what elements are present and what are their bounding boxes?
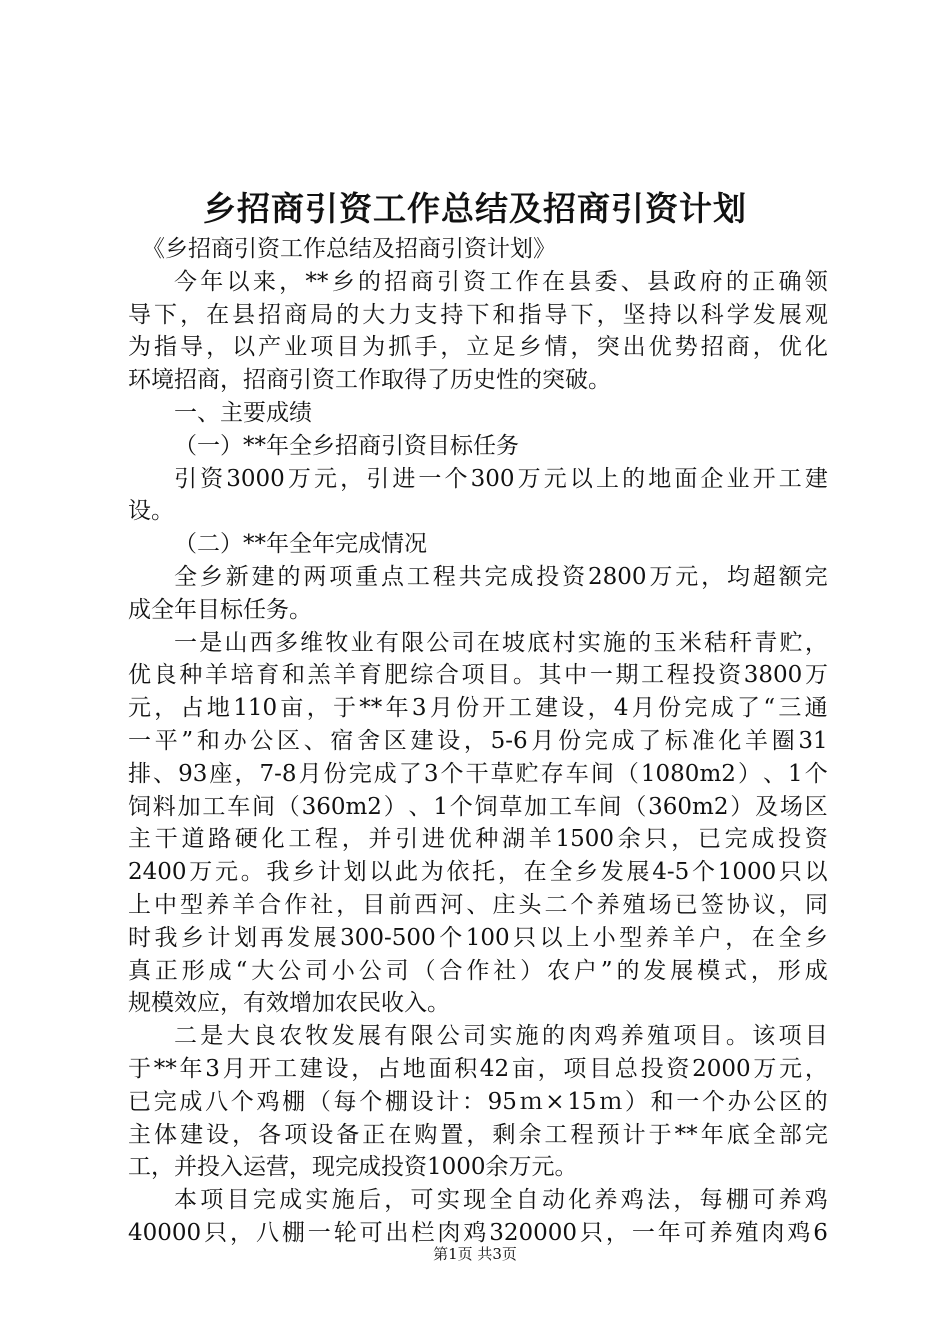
text-line: 排 、 93 座 ， 7-8 月 份 完 成 了 3 个 干 草 贮 存 车 间 （ 1080m2 ） 、 1 个 [128, 760, 828, 787]
text-line: 环境招商，招商引资工作取得了历史性的突破。 [128, 367, 611, 394]
text-line: 主 体 建 设 ， 各 项 设 备 正 在 购 置 ， 剩 余 工 程 预 计 于 ** 年 底 全 部 完 [128, 1121, 828, 1148]
text-line: 于 ** 年 3 月 开 工 建 设 ， 占 地 面 积 42 亩 ， 项 目 总 投 资 2000 万 元 ， [128, 1055, 828, 1082]
text-line: （二）**年全年完成情况 [174, 531, 427, 558]
text-line: 40000 只 ， 八 棚 一 轮 可 出 栏 肉 鸡 320000 只 ， 一 年 可 养 殖 肉 鸡 6 [128, 1219, 828, 1246]
text-line: 时 我 乡 计 划 再 发 展 300-500 个 100 只 以 上 小 型 养 羊 户 ， 在 全 乡 [128, 924, 828, 951]
text-line: 主 干 道 路 硬 化 工 程 ， 并 引 进 优 种 湖 羊 1500 余 只 ， 已 完 成 投 资 [128, 826, 828, 853]
text-line: 为 指 导 ， 以 产 业 项 目 为 抓 手 ， 立 足 乡 情 ， 突 出 优 势 招 商 ， 优 化 [128, 334, 828, 361]
text-line: 规模效应，有效增加农民收入。 [128, 990, 450, 1017]
document-body [128, 233, 828, 1250]
text-line: 引 资 3000 万 元 ， 引 进 一 个 300 万 元 以 上 的 地 面 企 业 开 工 建 [174, 465, 828, 492]
text-line: 一 平 ” 和 办 公 区 、 宿 舍 区 建 设 ， 5-6 月 份 完 成 了 标 准 化 羊 圈 31 [128, 727, 828, 754]
text-line: （一）**年全乡招商引资目标任务 [174, 432, 519, 459]
text-line: 一 是 山 西 多 维 牧 业 有 限 公 司 在 坡 底 村 实 施 的 玉 米 秸 秆 青 贮 ， [174, 629, 828, 656]
text-line: 导 下 ， 在 县 招 商 局 的 大 力 支 持 下 和 指 导 下 ， 坚 持 以 科 学 发 展 观 [128, 301, 828, 328]
page-footer: 第1页 共3页 [433, 1245, 517, 1263]
text-line: 饲 料 加 工 车 间 （ 360m2 ） 、 1 个 饲 草 加 工 车 间 （ 360m2 ） 及 场 区 [128, 793, 828, 820]
text-line: 一、主要成绩 [174, 399, 312, 426]
text-line: 设。 [128, 498, 174, 525]
text-line: 二 是 大 良 农 牧 发 展 有 限 公 司 实 施 的 肉 鸡 养 殖 项 目 。 该 项 目 [174, 1023, 828, 1050]
text-line: 《乡招商引资工作总结及招商引资计划》 [142, 236, 556, 262]
text-line: 优 良 种 羊 培 育 和 羔 羊 育 肥 综 合 项 目 。 其 中 一 期 工 程 投 资 3800 万 [128, 662, 828, 689]
document-title: 乡招商引资工作总结及招商引资计划 [203, 189, 747, 228]
text-line: 上 中 型 养 羊 合 作 社 ， 目 前 西 河 、 庄 头 二 个 养 殖 场 已 签 协 议 ， 同 [128, 891, 828, 918]
text-line: 2400 万 元 。 我 乡 计 划 以 此 为 依 托 ， 在 全 乡 发 展 4-5 个 1000 只 以 [128, 859, 828, 886]
text-line: 成全年目标任务。 [128, 596, 312, 623]
text-line: 今 年 以 来 ， ** 乡 的 招 商 引 资 工 作 在 县 委 、 县 政 府 的 正 确 领 [174, 268, 828, 295]
text-line: 工，并投入运营，现完成投资1000余万元。 [128, 1154, 578, 1181]
text-line: 本 项 目 完 成 实 施 后 ， 可 实 现 全 自 动 化 养 鸡 法 ， 每 棚 可 养 鸡 [174, 1187, 828, 1214]
text-line: 元 ， 占 地 110 亩 ， 于 ** 年 3 月 份 开 工 建 设 ， 4 月 份 完 成 了 “ 三 通 [128, 695, 828, 722]
text-line: 已 完 成 八 个 鸡 棚 （ 每 个 棚 设 计 ： 95 ｍ × 15 ｍ ） 和 一 个 办 公 区 的 [128, 1088, 828, 1115]
text-line: 全 乡 新 建 的 两 项 重 点 工 程 共 完 成 投 资 2800 万 元 ， 均 超 额 完 [174, 563, 828, 590]
text-line: 真 正 形 成 “ 大 公 司 小 公 司 （ 合 作 社 ） 农 户 ” 的 发 展 模 式 ， 形 成 [128, 957, 828, 984]
